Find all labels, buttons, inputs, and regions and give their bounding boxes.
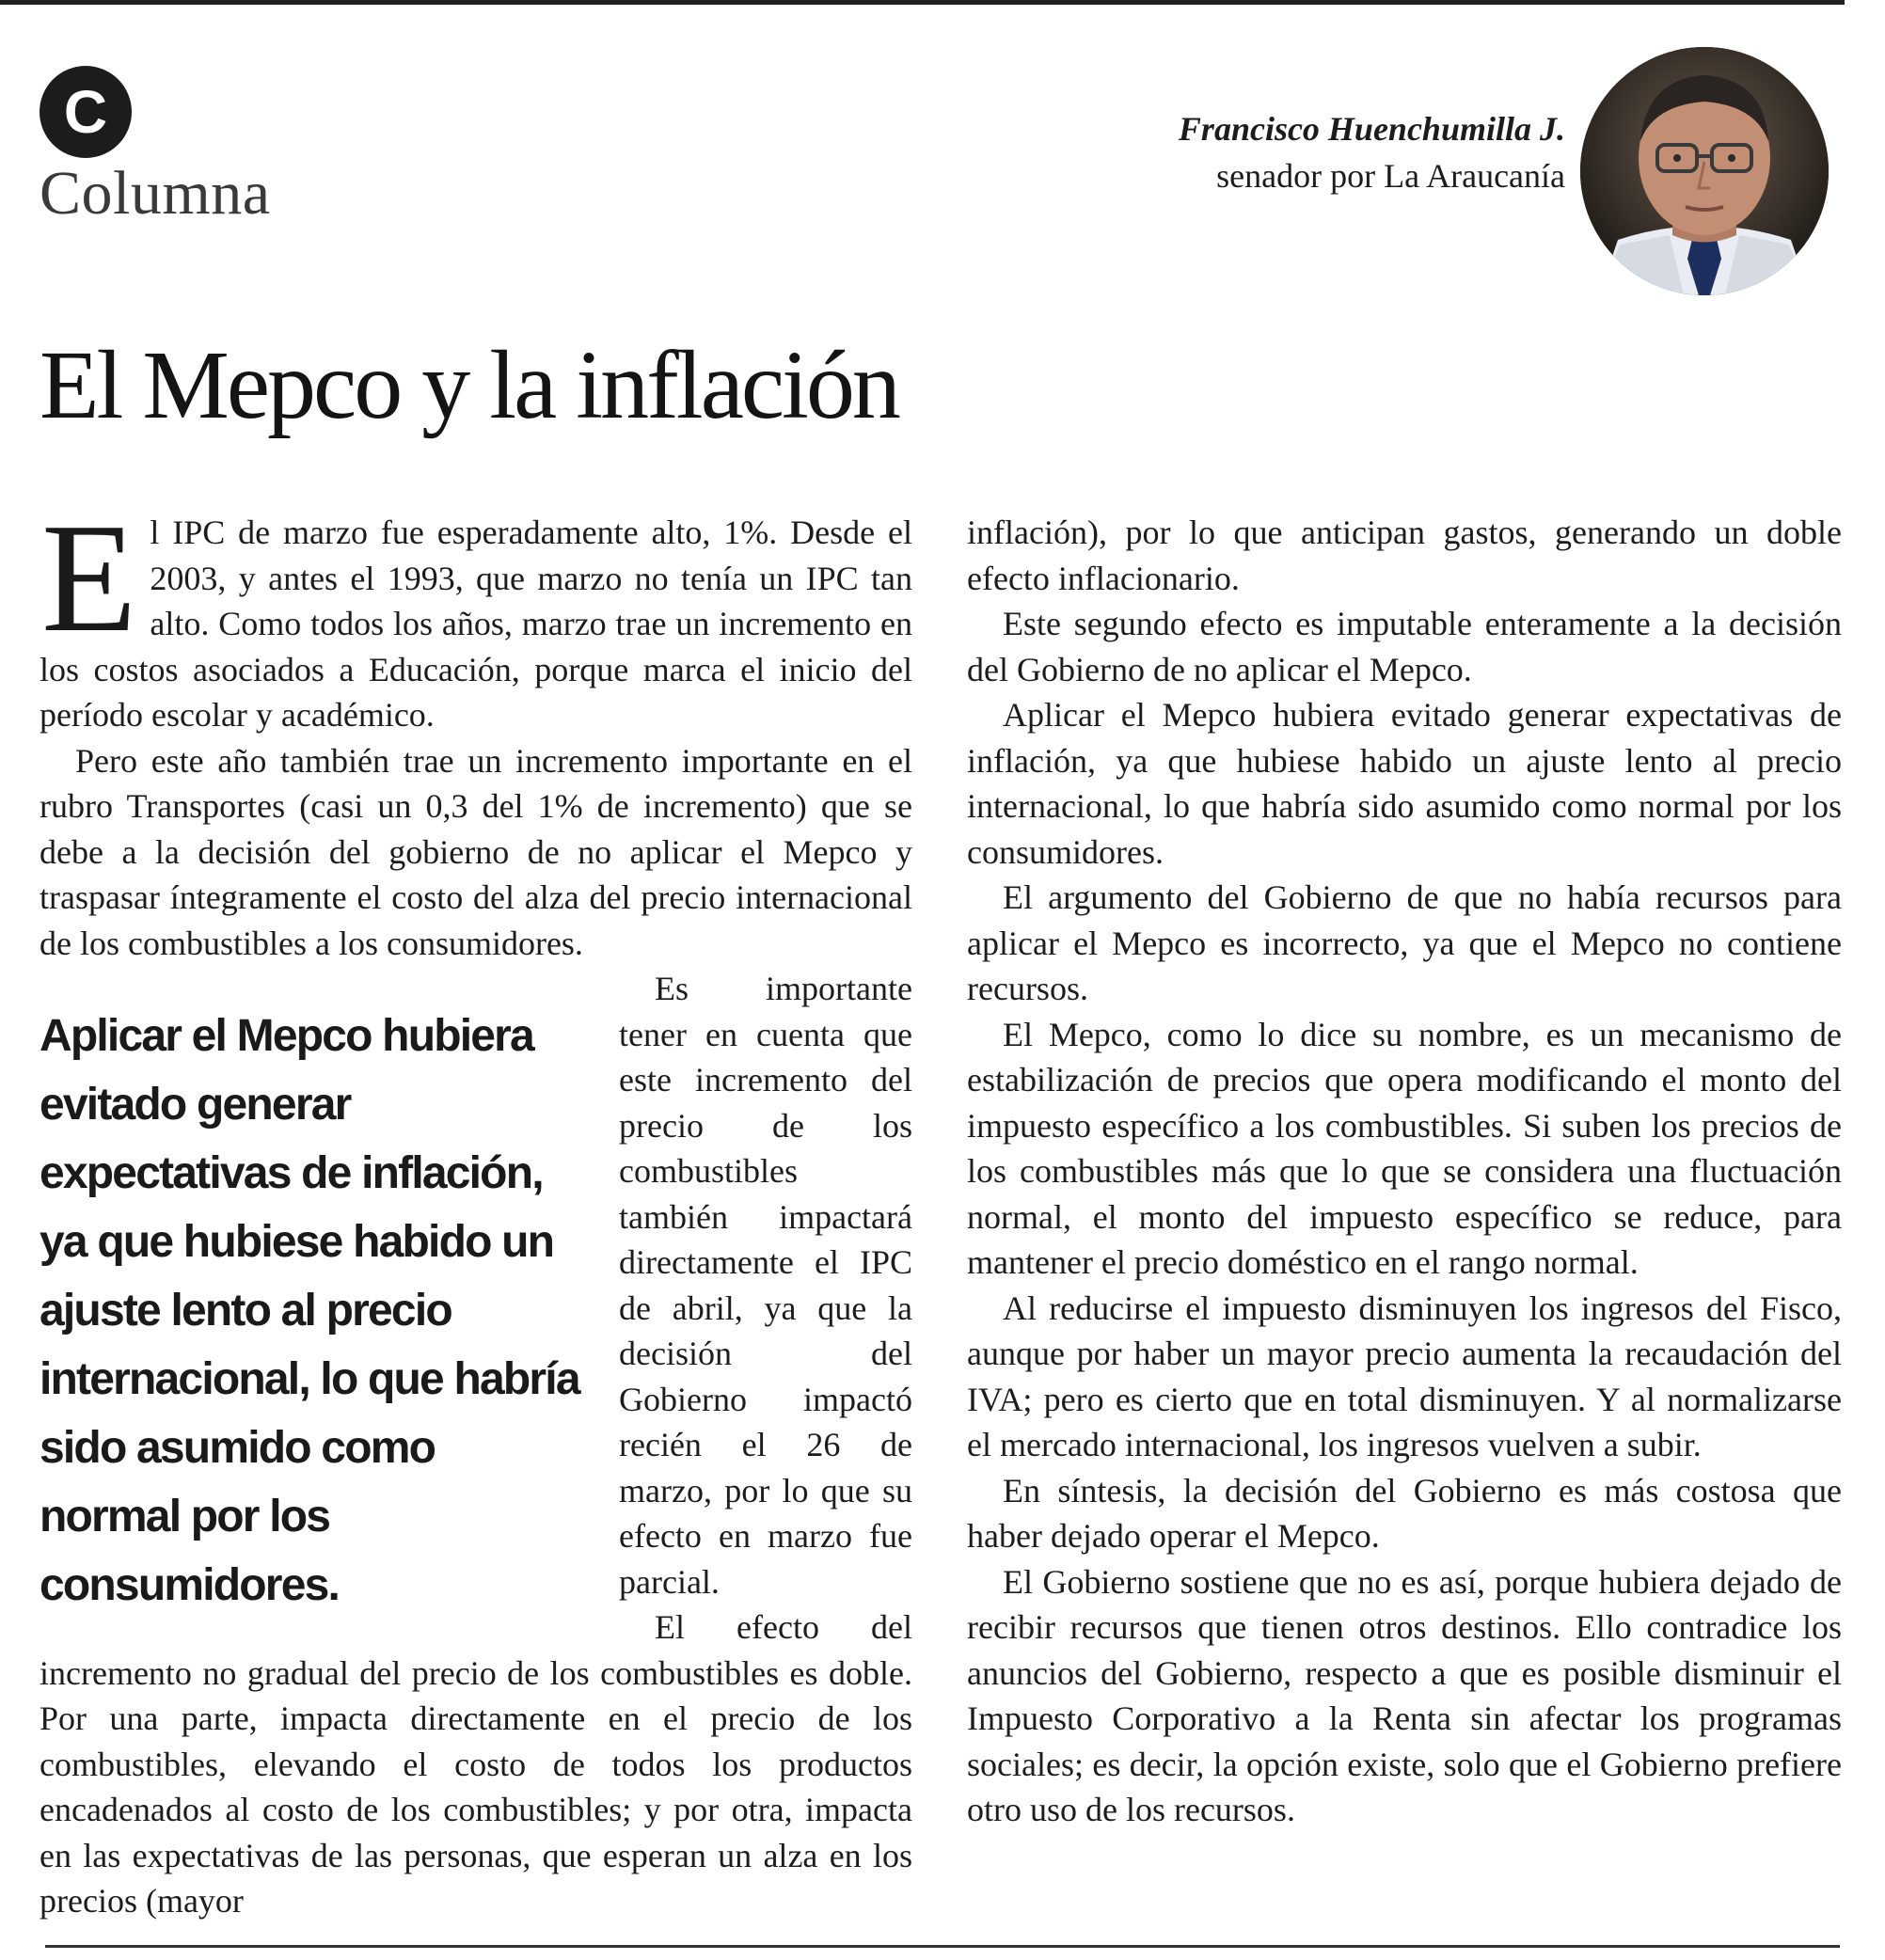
byline bbox=[1179, 105, 1565, 199]
bottom-rule bbox=[45, 1945, 1840, 1948]
author-photo bbox=[1580, 47, 1829, 295]
section-label: Columna bbox=[40, 159, 271, 228]
author-name: Francisco Huenchumilla J. bbox=[1178, 110, 1565, 148]
section-badge-letter: C bbox=[63, 78, 108, 146]
article-paragraph: El argumento del Gobierno de que no había recursos para aplicar el Mepco es incorrecto, ya que el Mepco no contiene recursos. bbox=[967, 878, 1842, 1007]
article-paragraph: El Mepco, como lo dice su nombre, es un mecanismo de estabilización de precios que opera modificando el monto del impuesto específico a los combustibles. Si suben los precios de los combustibles más que lo que se considera una fluctuación normal, el monto del impuesto específico se reduce, para mantener el precio doméstico en el rango normal. bbox=[967, 1015, 1842, 1281]
pull-quote: Aplicar el Mepco hubiera evitado generar expectativas de inflación, ya que hubiese habido un ajuste lento al precio internacional, lo que habría sido asumido como normal por los consumidores. bbox=[40, 1011, 579, 1610]
article-paragraph: Al reducirse el impuesto disminuyen los ingresos del Fisco, aunque por haber un mayor precio aumenta la recaudación del IVA; pero es cierto que en total disminuyen. Y al normalizarse el mercado internacional, los ingresos vuelven a subir. bbox=[967, 1288, 1842, 1463]
article-paragraph: l IPC de marzo fue esperadamente alto, 1%. Desde el 2003, y antes el 1993, que marzo no tenía un IPC tan alto. Como todos los años, marzo trae un incremento en los costos asociados a Educación, porque marca el inicio del período escolar y académico. bbox=[40, 514, 912, 734]
article-paragraph: En síntesis, la decisión del Gobierno es más costosa que haber dejado operar el Mepco. bbox=[967, 1471, 1842, 1555]
drop-cap: E bbox=[41, 491, 137, 664]
top-rule bbox=[0, 0, 1845, 5]
article-column-right bbox=[967, 510, 1842, 1833]
article-paragraph: Este segundo efecto es imputable enteramente a la decisión del Gobierno de no aplicar el Mepco. bbox=[967, 605, 1842, 688]
article-column-left bbox=[40, 491, 912, 1924]
article-paragraph: inflación), por lo que anticipan gastos, generando un doble efecto inflacionario. bbox=[967, 514, 1842, 597]
section-badge bbox=[40, 66, 132, 158]
article-paragraph bbox=[40, 738, 912, 967]
article-paragraph: Es importante tener en cuenta que este incremento del precio de los combustibles también impactará directamente el IPC de abril, ya que la decisión del Gobierno impactó recién el 26 de marzo, por lo que su efecto en marzo fue parcial. bbox=[619, 970, 912, 1601]
article-paragraph: Aplicar el Mepco hubiera evitado generar expectativas de inflación, ya que hubiese habido un ajuste lento al precio internacional, lo que habría sido asumido como normal por los consumidores. bbox=[967, 696, 1842, 871]
author-portrait-illustration bbox=[1580, 47, 1829, 295]
article-paragraph: El efecto del incremento no gradual del precio de los combustibles es doble. Por una parte, impacta directamente en el precio de los combustibles, elevando el costo de todos los productos encadenados al costo de los combustibles; y por otra, impacta en las expectativas de las personas, que esperan un alza en los precios (mayor bbox=[40, 1608, 912, 1920]
article-paragraph: El Gobierno sostiene que no es así, porque hubiera dejado de recibir recursos que tienen otros destinos. Ello contradice los anuncios del Gobierno, respecto a que es posible disminuir el Impuesto Corporativo a la Renta sin afectar los programas sociales; es decir, la opción existe, solo que el Gobierno prefiere otro uso de los recursos. bbox=[967, 1562, 1842, 1828]
article-paragraph-text: Pero este año también trae un incremento importante en el rubro Transportes (casi un 0,3 del 1% de incremento) que se debe a la decisión del gobierno de no aplicar el Mepco y traspasar íntegramente el costo del alza del precio internacional de los combustibles a los consumidores. bbox=[40, 741, 912, 962]
headline: El Mepco y la inflación bbox=[40, 331, 898, 439]
author-role: senador por La Araucanía bbox=[1216, 157, 1565, 195]
